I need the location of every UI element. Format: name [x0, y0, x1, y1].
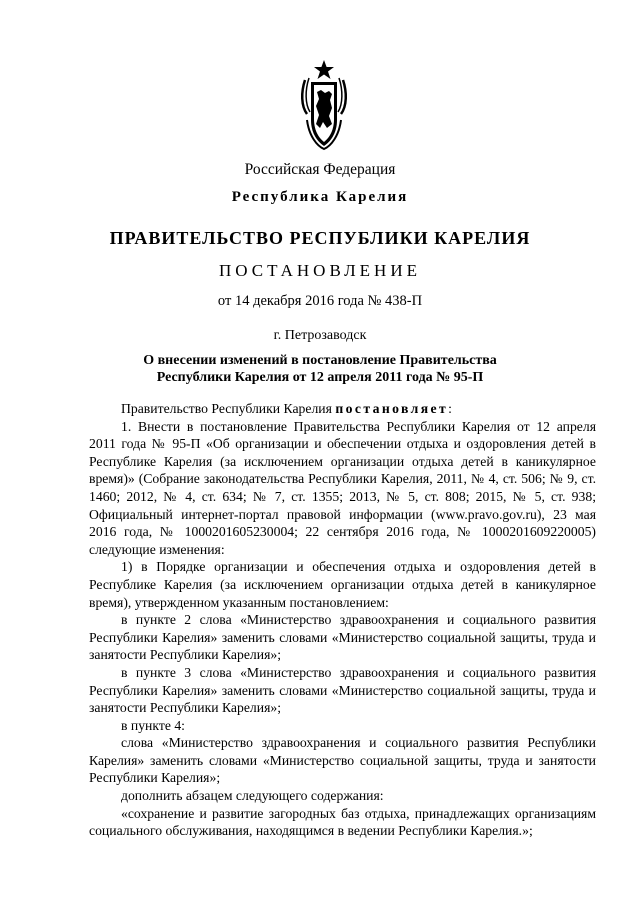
paragraph-8: «сохранение и развитие загородных баз отдыха, принадлежащих организациям социального обслуживания, находящимся в ведении Республики Карелия.»;: [89, 805, 596, 839]
subject-line-1: О внесении изменений в постановление Правительства: [143, 353, 497, 368]
government-title: ПРАВИТЕЛЬСТВО РЕСПУБЛИКИ КАРЕЛИЯ: [109, 228, 531, 248]
karelia-coat-of-arms-icon: [299, 58, 349, 152]
republic-title: Республика Карелия: [231, 189, 409, 205]
intro-end: :: [448, 401, 452, 416]
paragraph-1: 1. Внести в постановление Правительства Республики Карелия от 12 апреля 2011 года № 95-П «Об организации и обеспечении отдыха и оздоровления детей в Республике Карелия (за исключением организации отдыха детей в каникулярное время)» (Собрание законодательства Республики Карелия, 2011, № 4, ст. 506; № 9, ст. 1460; 2012, № 4, ст. 634; № 7, ст. 1355; 2013, № 5, ст. 808; 2015, № 5, ст. 938; Официальный интернет-портал правовой информации (www.pravo.gov.ru), 23 мая 2016 года, № 1000201605230004; 22 сентября 2016 года, № 1000201609220005) следующие изменения:: [89, 418, 596, 557]
paragraph-2: 1) в Порядке организации и обеспечения отдыха и оздоровления детей в Республике Карелия (за исключением организации отдыха детей в каникулярное время), утвержденном указанным постановлением:: [89, 559, 596, 610]
paragraph-3: в пункте 2 слова «Министерство здравоохранения и социального развития Республики Карелия» заменить словами «Министерство социальной защиты, труда и занятости Республики Карелия»;: [89, 612, 596, 663]
document-date: от 14 декабря 2016 года № 438-П: [217, 293, 423, 309]
paragraph-6: слова «Министерство здравоохранения и социального развития Республики Карелия» заменить словами «Министерство социальной защиты, труда и занятости Республики Карелия»;: [89, 735, 596, 786]
paragraph-4: в пункте 3 слова «Министерство здравоохранения и социального развития Республики Карелия» заменить словами «Министерство социальной защиты, труда и занятости Республики Карелия»;: [89, 664, 596, 716]
federation-title: Российская Федерация: [244, 161, 396, 178]
intro-spaced: постановляет: [335, 401, 449, 416]
paragraph-5: в пункте 4:: [121, 717, 185, 733]
subject-line-2: Республики Карелия от 12 апреля 2011 года № 95-П: [156, 370, 484, 385]
document-body: [89, 400, 596, 840]
intro-paragraph: [89, 400, 596, 418]
document-city: г. Петрозаводск: [273, 328, 367, 343]
intro-text: Правительство Республики Карелия: [121, 401, 336, 416]
document-type: ПОСТАНОВЛЕНИЕ: [218, 261, 421, 280]
paragraph-7: дополнить абзацем следующего содержания:: [121, 788, 384, 804]
